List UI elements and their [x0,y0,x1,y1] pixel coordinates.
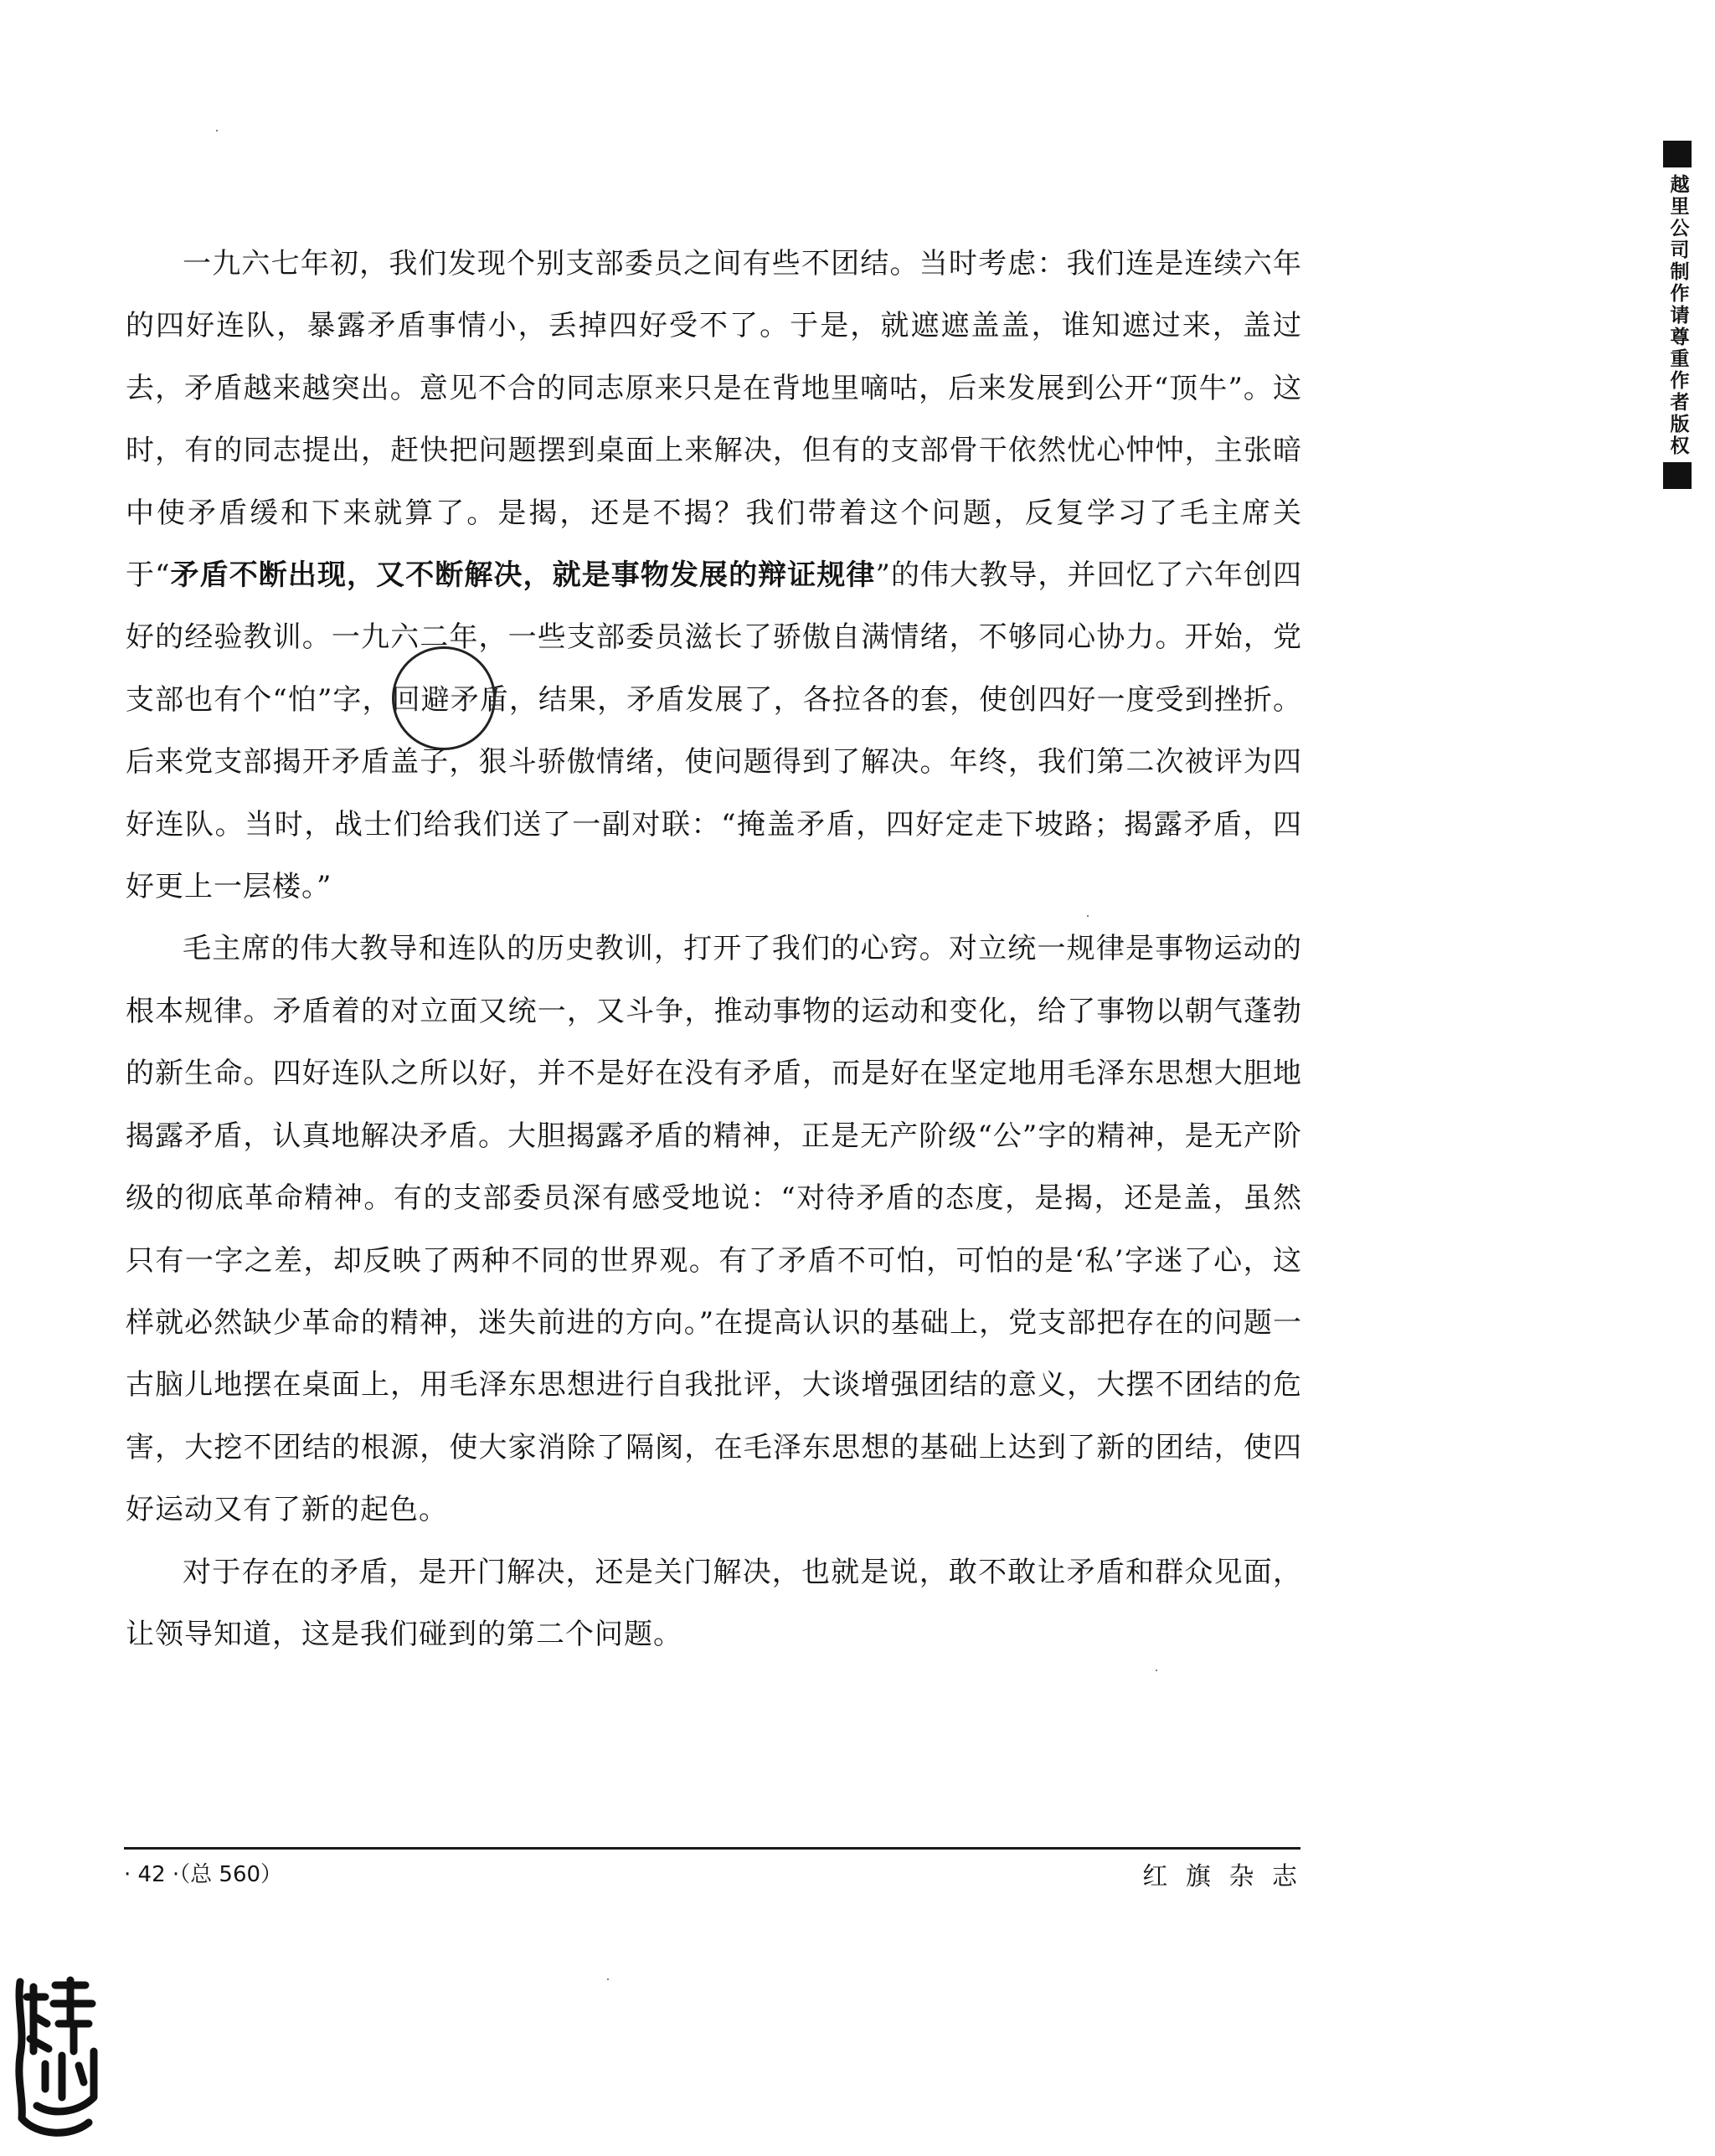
footer-rule [124,1847,1300,1850]
paragraph-1-text-b: ”的伟大教导，并回忆了六年创四好的经验教训。一九六二年，一些支部委员滋长了骄傲自满情绪，不够同心协力。开始，党支部也有个“怕”字，回避矛盾，结果，矛盾发展了，各拉各的套，使创四好一度受到挫折。后来党支部揭开矛盾盖子，狠斗骄傲情绪，使问题得到了解决。年终，我们第二次被评为四好连队。当时，战士们给我们送了一副对联：“掩盖矛盾，四好定走下坡路；揭露矛盾，四好更上一层楼。” [126,558,1302,904]
paragraph-2: 毛主席的伟大教导和连队的历史教训，打开了我们的心窍。对立统一规律是事物运动的根本规律。矛盾着的对立面又统一，又斗争，推动事物的运动和变化，给了事物以朝气蓬勃的新生命。四好连队之所以好，并不是好在没有矛盾，而是好在坚定地用毛泽东思想大胆地揭露矛盾，认真地解决矛盾。大胆揭露矛盾的精神，正是无产阶级“公”字的精神，是无产阶级的彻底革命精神。有的支部委员深有感受地说：“对待矛盾的态度，是揭，还是盖，虽然只有一字之差，却反映了两种不同的世界观。有了矛盾不可怕，可怕的是‘私’字迷了心，这样就必然缺少革命的精神，迷失前进的方向。”在提高认识的基础上，党支部把存在的问题一古脑儿地摆在桌面上，用毛泽东思想进行自我批评，大谈增强团结的意义，大摆不团结的危害，大挖不团结的根源，使大家消除了隔阂，在毛泽东思想的基础上达到了新的团结，使四好运动又有了新的起色。 [126,932,1302,1527]
watermark-bar-bottom [1663,462,1692,489]
page-number: · 42 ·（总 560） [124,1862,283,1887]
paragraph-1 [126,233,1302,918]
scan-speck [607,1978,609,1980]
scan-speck [1087,915,1089,917]
scan-speck [216,130,218,131]
article-body [126,233,1302,1665]
chairman-quote: 矛盾不断出现，又不断解决，就是事物发展的辩证规律 [170,558,876,593]
seal-stamp [12,1972,104,2143]
paragraph-1-text-a: 一九六七年初，我们发现个别支部委员之间有些不团结。当时考虑：我们连是连续六年的四好连队，暴露矛盾事情小，丢掉四好受不了。于是，就遮遮盖盖，谁知遮过来，盖过去，矛盾越来越突出。意见不合的同志原来只是在背地里嘀咕，后来发展到公开“顶牛”。这时，有的同志提出，赶快把问题摆到桌面上来解决，但有的支部骨干依然忧心忡忡，主张暗中使矛盾缓和下来就算了。是揭，还是不揭？我们带着这个问题，反复学习了毛主席关于“ [126,247,1302,593]
watermark-text: 越里公司制作请尊重作者版权 [1666,174,1689,457]
paragraph-3: 对于存在的矛盾，是开门解决，还是关门解决，也就是说，敢不敢让矛盾和群众见面，让领导知道，这是我们碰到的第二个问题。 [126,1555,1302,1651]
handwritten-circle-mark [392,646,496,750]
scan-speck [1156,1670,1157,1671]
side-copyright-watermark [1661,141,1694,489]
watermark-bar-top [1663,141,1692,167]
journal-name: 红 旗 杂 志 [1142,1862,1302,1891]
